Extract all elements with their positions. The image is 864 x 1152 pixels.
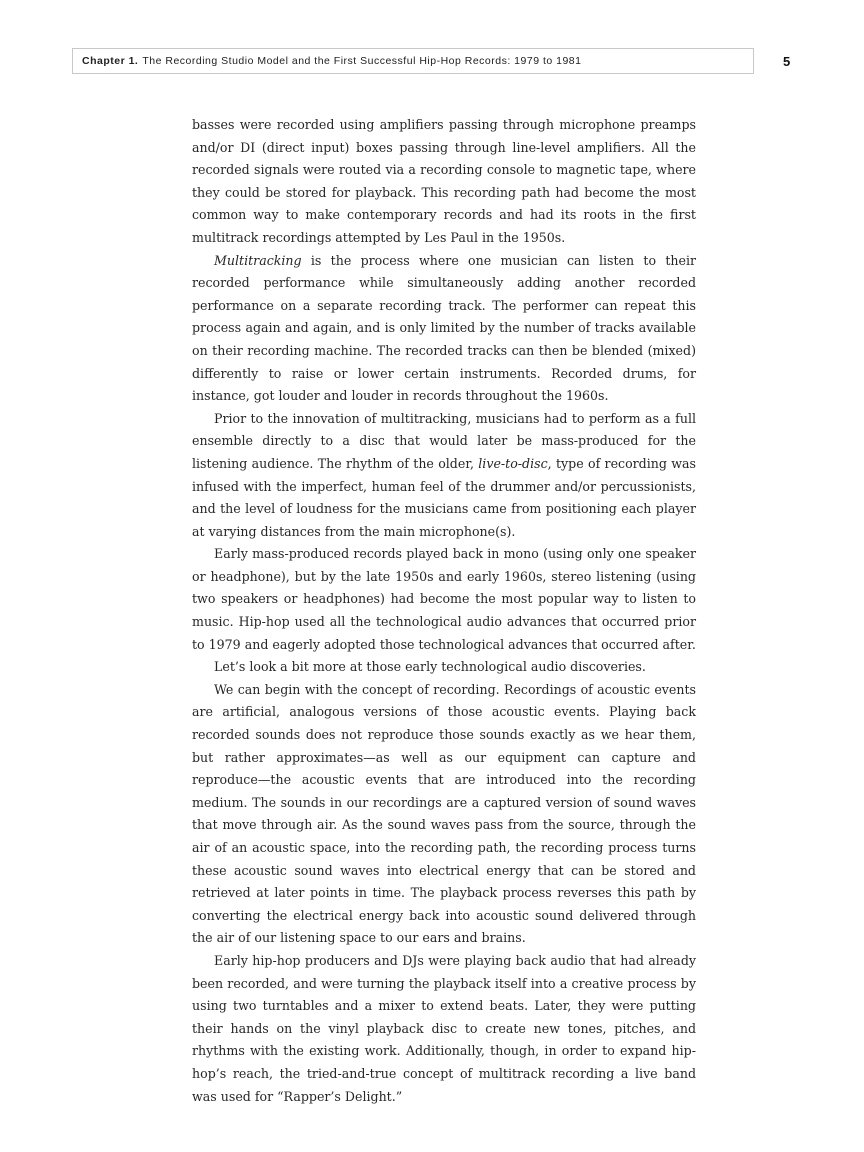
text-run: Early mass-produced records played back in mono (using only one speaker or headphone), but by the late 1950s and early 1960s, stereo listening (using two speakers or headphones) had become the most popular way to listen to music. Hip-hop used all the technological audio advances that occurred prior to 1979 and eagerly adopted those technological advances that occurred after. — [192, 546, 696, 652]
paragraph — [192, 679, 696, 950]
paragraph — [192, 114, 696, 250]
paragraph — [192, 543, 696, 656]
text-run: , type of recording was infused with the imperfect, human feel of the drummer and/or percussionists, and the level of loudness for the musicians came from positioning each player at varying distances from the main microphone(s). — [192, 455, 697, 539]
page-number: 5 — [783, 54, 791, 69]
paragraph — [192, 408, 696, 544]
text-run: Prior to the innovation of multitracking, musicians had to perform as a full ensemble directly to a disc that would later be mass-produced for the listening audience. The rhythm of the older, — [192, 410, 696, 471]
running-head — [72, 48, 754, 74]
text-run: We can begin with the concept of recording. Recordings of acoustic events are artificial, analogous versions of those acoustic events. Playing back recorded sounds does not reproduce those sounds exactly as we hear them, but rather approximates—as well as our equipment can capture and reproduce—the acoustic events that are introduced into the recording medium. The sounds in our recordings are a captured version of sound waves that move through air. As the sound waves pass from the source, through the air of an acoustic space, into the recording path, the recording process turns these acoustic sound waves into electrical energy that can be stored and retrieved at later points in time. The playback process reverses this path by converting the electrical energy back into acoustic sound delivered through the air of our listening space to our ears and brains. — [192, 681, 696, 946]
text-run: Early hip-hop producers and DJs were playing back audio that had already been recorded, and were turning the playback itself into a creative process by using two turntables and a mixer to extend beats. Later, they were putting their hands on the vinyl playback disc to create new tones, pitches, and rhythms with the existing work. Additionally, though, in order to expand hip-hop’s reach, the tried-and-true concept of multitrack recording a live band was used for “Rapper’s Delight.” — [192, 952, 696, 1104]
text-run: is the process where one musician can listen to their recorded performance while simultaneously adding another recorded performance on a separate recording track. The performer can repeat this process again and again, and is only limited by the number of tracks available on their recording machine. The recorded tracks can then be blended (mixed) differently to raise or lower certain instruments. Recorded drums, for instance, got louder and louder in records throughout the 1960s. — [192, 252, 696, 404]
italic-term: Multitracking — [214, 252, 302, 268]
text-run: basses were recorded using amplifiers passing through microphone preamps and/or DI (direct input) boxes passing through line-level amplifiers. All the recorded signals were routed via a recording console to magnetic tape, where they could be stored for playback. This recording path had become the most common way to make contemporary records and had its roots in the first multitrack recordings attempted by Les Paul in the 1950s. — [192, 117, 696, 245]
paragraph — [192, 250, 696, 408]
paragraph — [192, 656, 696, 679]
chapter-label: Chapter 1. — [82, 55, 139, 67]
chapter-title: The Recording Studio Model and the First Successful Hip-Hop Records: 1979 to 1981 — [142, 55, 582, 67]
italic-term: live-to-disc — [478, 455, 548, 471]
paragraph — [192, 950, 696, 1108]
body-text — [192, 114, 696, 1108]
text-run: Let’s look a bit more at those early technological audio discoveries. — [214, 659, 646, 675]
